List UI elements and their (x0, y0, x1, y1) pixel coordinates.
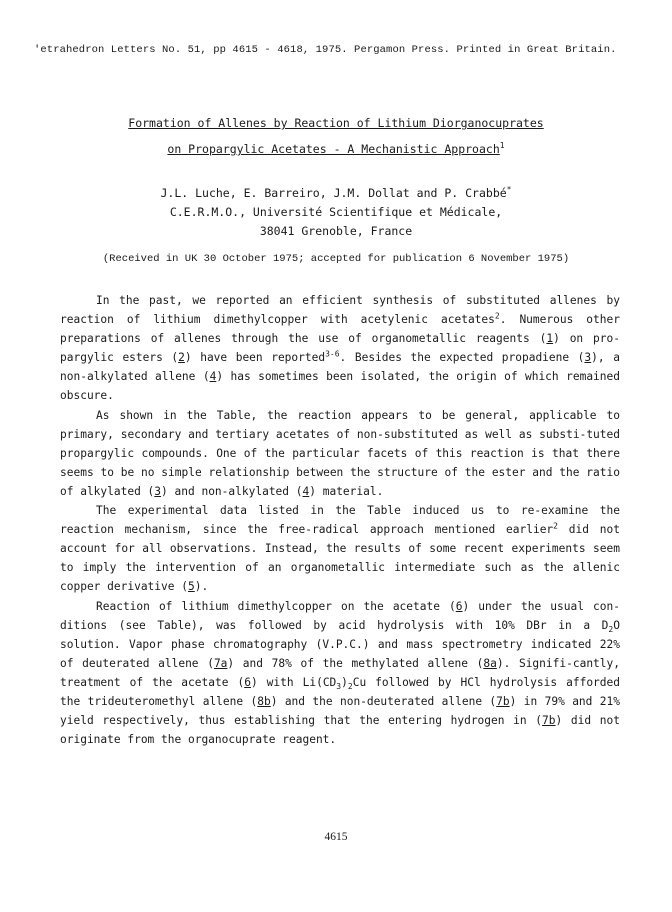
text-span: in 79% and 21% yield respectively, thus establishing that the entering hydrogen (60, 694, 620, 728)
received-note: (Received in UK 30 October 1975; accepted for publication 6 November 1975) (102, 253, 570, 265)
text-span: ) did not originate from the organocuprate reagent. (60, 714, 620, 747)
text-span: ester and the ratio of alkylated ( (60, 465, 620, 498)
footnote-ref: 3-6 (325, 349, 340, 359)
author-names (0, 184, 672, 203)
text-span: primary, secondary and tertiary acetates of non-substituted as well as substi- (60, 427, 587, 441)
running-header: 'etrahedron Letters No. 51, pp 4615 - 4618, 1975. Pergamon Press. Printed in Great Britain. (34, 44, 617, 56)
text-span: account for all observations. Instead, the results of some recent experiments (60, 542, 586, 556)
paragraph-3 (60, 501, 620, 596)
subscript: 3 (336, 682, 342, 692)
text-span: ) (509, 694, 517, 708)
text-span: . Besides the expected propadiene ( (339, 351, 585, 365)
author-address: 38041 Grenoble, France (259, 224, 413, 238)
text-span: pargylic esters ( (60, 351, 179, 365)
compound-number: 4 (209, 370, 217, 384)
compound-number: 2 (178, 351, 185, 365)
compound-number: 5 (187, 580, 195, 594)
compound-number: 3 (154, 484, 162, 498)
text-span: seem to imply the intervention of an organometallic intermediate such as the (60, 542, 620, 575)
text-span: allenic copper derivative ( (60, 561, 620, 594)
subscript: 2 (608, 624, 614, 634)
compound-number: 8b (257, 694, 271, 708)
footnote-ref: 2 (494, 311, 500, 321)
compound-number: 1 (546, 332, 554, 346)
author-affiliation: C.E.R.M.O., Université Scientifique et Médicale, (169, 205, 503, 219)
compound-number: 6 (244, 675, 251, 689)
subscript: 2 (347, 682, 353, 692)
author-list: J.L. Luche, E. Barreiro, J.M. Dollat and P. Crabbé (160, 186, 507, 200)
text-span: ) on pro- (553, 332, 620, 346)
compound-number: 7a (213, 656, 228, 670)
page-number: 4615 (324, 831, 348, 843)
compound-number: 4 (302, 484, 310, 498)
text-span: solution. Vapor phase chromatography (V.P.C.) and mass spectrometry indicated (60, 637, 592, 651)
text-span: that there seems to be no simple relationship between the structure of the (60, 446, 620, 479)
corresponding-author-mark: * (506, 185, 512, 195)
text-span: in ( (513, 714, 543, 728)
title-text-1: Formation of Allenes by Reaction of Lithium Diorganocuprates (128, 116, 544, 130)
text-span: In the past, we reported an efficient synthesis of substituted allenes by (96, 294, 620, 307)
text-span: ) and the non-deuterated allene ( (270, 694, 497, 708)
text-span: O (613, 618, 620, 632)
paragraph-1 (60, 291, 620, 406)
text-span: a non-alkylated allene ( (60, 351, 620, 384)
text-span: 22% of deuterated allene ( (60, 637, 620, 670)
compound-number: 6 (455, 599, 463, 613)
text-span: reaction mechanism, since the free-radical approach mentioned earlier (60, 523, 554, 537)
text-span: ), (591, 351, 605, 365)
text-span: ). Signifi- (496, 656, 573, 670)
article-body (60, 291, 620, 749)
text-span: reaction of lithium dimethylcopper with acetylenic acetates (60, 313, 495, 327)
compound-number: 7b (496, 694, 510, 708)
paragraph-2 (60, 406, 620, 501)
text-span: Reaction of lithium dimethylcopper on the acetate ( (96, 599, 456, 613)
compound-number: 7b (542, 714, 556, 728)
article-title-line-1 (0, 116, 672, 130)
text-span: cantly, treatment of the acetate ( (60, 656, 620, 689)
text-span: ) and non-alkylated ( (161, 484, 303, 498)
text-span: ) and 78% of the methylated allene ( (227, 656, 484, 670)
text-span: ) has sometimes been isolated, the origin of which (216, 370, 559, 384)
text-span: remained obscure. (60, 370, 620, 403)
text-span: ) material. (309, 484, 384, 498)
text-span: afforded the trideuteromethyl allene ( (60, 675, 620, 708)
text-span: As shown in the Table, the reaction appears to be general, applicable to (96, 408, 620, 422)
text-span: ) have been reported (184, 351, 326, 365)
text-span: ) (341, 675, 348, 689)
text-span: preparations of allenes through the use of organometallic reagents ( (60, 332, 547, 346)
text-span: ). (194, 580, 209, 594)
title-text-2: on Propargylic Acetates - A Mechanistic Approach (167, 142, 500, 156)
text-span: did not (558, 523, 621, 537)
article-title-line-2 (0, 142, 672, 156)
text-span: The experimental data listed in the Table induced us to re-examine the (96, 504, 620, 518)
text-span: tuted propargylic compounds. One of the particular facets of this reaction is (60, 427, 620, 460)
text-span: . Numerous other (499, 313, 620, 327)
text-span: ) under the usual con- (462, 599, 620, 613)
text-span: ) with Li(CD (250, 675, 337, 689)
paragraph-4 (60, 597, 620, 750)
footnote-ref: 2 (553, 521, 558, 531)
compound-number: 8a (483, 656, 497, 670)
title-footnote-ref: 1 (499, 141, 505, 151)
text-span: ditions (see Table), was followed by acid hydrolysis with 10% DBr in a D (60, 618, 609, 632)
text-span: Cu followed by HCl hydrolysis (352, 675, 558, 689)
compound-number: 3 (584, 351, 592, 365)
